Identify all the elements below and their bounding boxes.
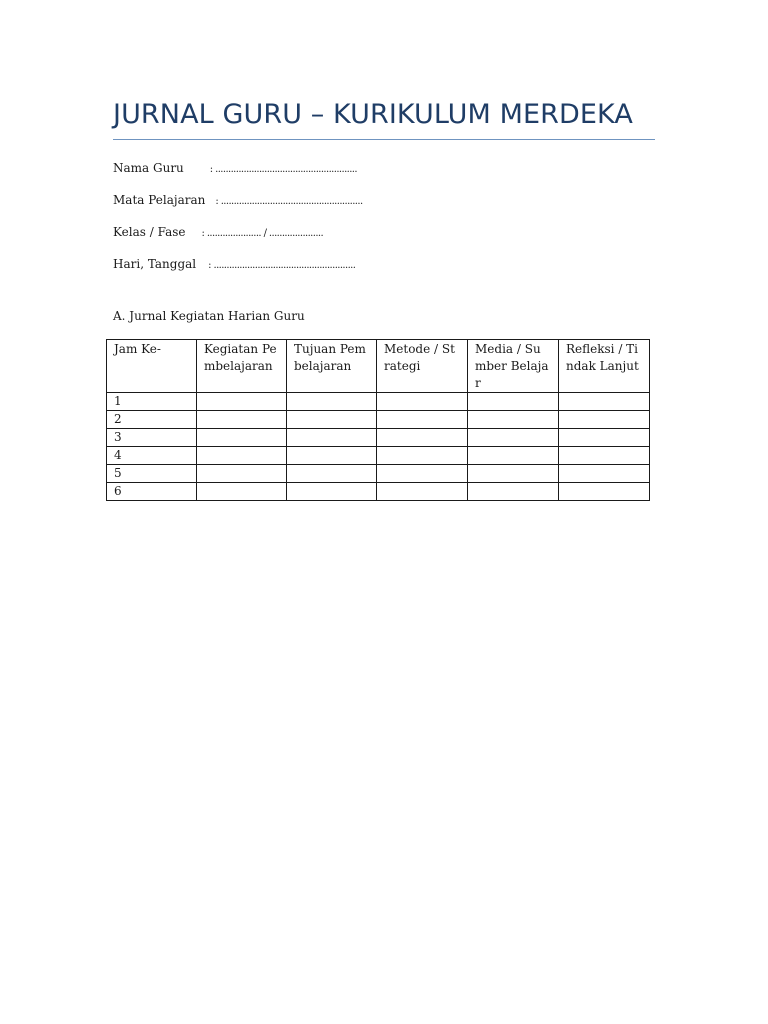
- field-value: : .......................................................: [208, 260, 356, 271]
- column-header-media: Media / Sumber Belajar: [468, 340, 559, 393]
- table-cell[interactable]: [377, 429, 468, 447]
- jam-ke-cell: 5: [107, 465, 197, 483]
- field-label: Nama Guru: [113, 161, 184, 175]
- field-value: : ..................... / .....................: [201, 228, 324, 239]
- table-cell[interactable]: [287, 483, 377, 501]
- table-cell[interactable]: [468, 447, 559, 465]
- table-cell[interactable]: [468, 393, 559, 411]
- field-value: : .......................................................: [209, 164, 357, 175]
- table-row: [107, 483, 650, 501]
- table-cell[interactable]: [197, 393, 287, 411]
- table-row: [107, 393, 650, 411]
- field-label: Kelas / Fase: [113, 225, 186, 239]
- table-cell[interactable]: [559, 447, 650, 465]
- table-cell[interactable]: [559, 429, 650, 447]
- jam-ke-cell: 6: [107, 483, 197, 501]
- column-header-refleksi: Refleksi / Tindak Lanjut: [559, 340, 650, 393]
- table-cell[interactable]: [559, 393, 650, 411]
- table-cell[interactable]: [377, 483, 468, 501]
- table-row: [107, 411, 650, 429]
- column-header-metode: Metode / Strategi: [377, 340, 468, 393]
- field-label: Hari, Tanggal: [113, 257, 197, 271]
- table-cell[interactable]: [287, 393, 377, 411]
- table-cell[interactable]: [287, 447, 377, 465]
- field-label: Mata Pelajaran: [113, 193, 206, 207]
- table-cell[interactable]: [197, 483, 287, 501]
- document-title: JURNAL GURU – KURIKULUM MERDEKA: [113, 99, 633, 130]
- table-cell[interactable]: [377, 411, 468, 429]
- field-hari-tanggal: [113, 256, 355, 274]
- field-kelas-fase: [113, 224, 323, 242]
- title-underline: [113, 139, 655, 140]
- table-cell[interactable]: [377, 393, 468, 411]
- table-cell[interactable]: [287, 429, 377, 447]
- column-header-jam-ke: Jam Ke-: [107, 340, 197, 393]
- table-cell[interactable]: [197, 429, 287, 447]
- table-body: [107, 393, 650, 501]
- table-cell[interactable]: [468, 483, 559, 501]
- table-cell[interactable]: [468, 411, 559, 429]
- jam-ke-cell: 3: [107, 429, 197, 447]
- table-cell[interactable]: [468, 465, 559, 483]
- field-mata-pelajaran: [113, 192, 363, 210]
- table-cell[interactable]: [559, 411, 650, 429]
- table-row: [107, 429, 650, 447]
- field-value: : .......................................................: [215, 196, 363, 207]
- table-cell[interactable]: [377, 465, 468, 483]
- column-header-kegiatan: Kegiatan Pembelajaran: [197, 340, 287, 393]
- table-cell[interactable]: [377, 447, 468, 465]
- table-cell[interactable]: [468, 429, 559, 447]
- jurnal-table: [106, 339, 650, 501]
- table-header-row: [107, 340, 650, 393]
- field-nama-guru: [113, 160, 357, 178]
- table-cell[interactable]: [287, 465, 377, 483]
- table-row: [107, 465, 650, 483]
- jam-ke-cell: 2: [107, 411, 197, 429]
- table-cell[interactable]: [197, 411, 287, 429]
- table-cell[interactable]: [559, 465, 650, 483]
- column-header-tujuan: Tujuan Pembelajaran: [287, 340, 377, 393]
- table-cell[interactable]: [559, 483, 650, 501]
- jam-ke-cell: 1: [107, 393, 197, 411]
- table-cell[interactable]: [197, 447, 287, 465]
- table-row: [107, 447, 650, 465]
- jam-ke-cell: 4: [107, 447, 197, 465]
- table-cell[interactable]: [287, 411, 377, 429]
- section-a-heading: A. Jurnal Kegiatan Harian Guru: [113, 309, 305, 323]
- table-cell[interactable]: [197, 465, 287, 483]
